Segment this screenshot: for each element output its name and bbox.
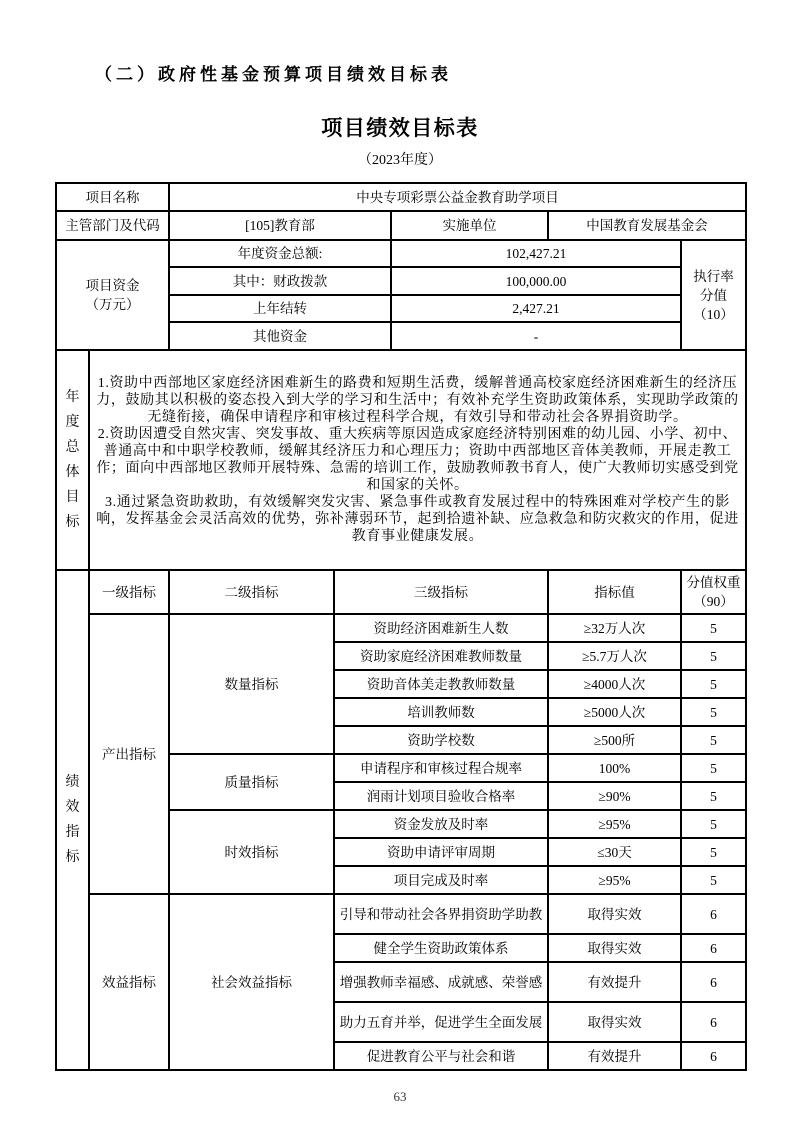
project-name-value-cell: 中央专项彩票公益金教育助学项目 — [169, 183, 746, 211]
exec-rate-line1: 执行率 — [693, 268, 734, 284]
indicator-value-cell: 取得实效 — [548, 1002, 681, 1042]
indicator-weight-cell: 5 — [681, 866, 746, 894]
indicator-name-cell: 资助学校数 — [334, 726, 548, 754]
funding-label-line2: （万元） — [85, 297, 140, 312]
level2-quantity-cell: 数量指标 — [169, 614, 334, 754]
year-subtitle: （2023年度） — [358, 153, 442, 168]
funding-row-value-cell: 102,427.21 — [391, 240, 681, 267]
project-info-table — [55, 182, 747, 351]
goal-paragraph-3: 3.通过紧急资助救助，有效缓解突发灾害、紧急事件或教育发展过程中的特殊困难对学校产生的影响，发挥基金会灵活高效的优势，弥补薄弱环节，起到拾遗补缺、应急救急和防灾救灾的作用，促进教育事业健康发展。 — [96, 495, 739, 544]
indicator-weight-cell: 6 — [681, 1002, 746, 1042]
indicator-value-cell: ≥90% — [548, 782, 681, 810]
indicator-name-cell: 项目完成及时率 — [334, 866, 548, 894]
exec-rate-line3: （10） — [693, 306, 734, 322]
exec-rate-cell — [681, 240, 746, 350]
funding-row-value-cell: 100,000.00 — [391, 267, 681, 295]
funding-label-line1: 项目资金 — [85, 278, 140, 293]
header-weight-line1: 分值权重 — [686, 575, 741, 590]
indicators-side-label: 绩效指标 — [65, 775, 80, 865]
indicator-value-cell: ≥500所 — [548, 726, 681, 754]
funding-row-label-cell: 其他资金 — [169, 322, 391, 350]
funding-row-value-cell: - — [391, 322, 681, 350]
indicator-name-cell: 健全学生资助政策体系 — [334, 934, 548, 962]
indicator-name-cell: 申请程序和审核过程合规率 — [334, 754, 548, 782]
indicator-weight-cell: 6 — [681, 934, 746, 962]
level1-benefit-cell: 效益指标 — [89, 894, 169, 1070]
indicator-value-cell: ≥5000人次 — [548, 698, 681, 726]
project-name-label-cell: 项目名称 — [56, 183, 169, 211]
goal-side-label: 年度总体目标 — [65, 390, 80, 530]
header-weight-cell — [681, 570, 746, 614]
indicator-value-cell: 100% — [548, 754, 681, 782]
indicator-weight-cell: 5 — [681, 614, 746, 642]
indicator-value-cell: ≥32万人次 — [548, 614, 681, 642]
header-weight-line2: （90） — [693, 594, 734, 609]
section-heading: （二）政府性基金预算项目绩效目标表 — [95, 65, 452, 84]
indicator-weight-cell: 5 — [681, 642, 746, 670]
indicator-name-cell: 助力五育并举，促进学生全面发展 — [334, 1002, 548, 1042]
funding-label-cell — [56, 240, 169, 350]
indicator-weight-cell: 6 — [681, 894, 746, 934]
level2-quality-cell: 质量指标 — [169, 754, 334, 810]
indicator-name-cell: 资助申请评审周期 — [334, 838, 548, 866]
indicator-weight-cell: 6 — [681, 1042, 746, 1070]
indicator-weight-cell: 6 — [681, 962, 746, 1002]
indicator-name-cell: 引导和带动社会各界捐资助学助教 — [334, 894, 548, 934]
indicator-value-cell: ≥5.7万人次 — [548, 642, 681, 670]
performance-target-table — [55, 182, 747, 1071]
header-level2-cell: 二级指标 — [169, 570, 334, 614]
funding-row-label-cell: 年度资金总额: — [169, 240, 391, 267]
indicator-weight-cell: 5 — [681, 670, 746, 698]
page-title: 项目绩效目标表 — [321, 117, 479, 140]
indicator-value-cell: ≥95% — [548, 810, 681, 838]
indicator-value-cell: ≥4000人次 — [548, 670, 681, 698]
indicator-name-cell: 润雨计划项目验收合格率 — [334, 782, 548, 810]
indicator-value-cell: 有效提升 — [548, 962, 681, 1002]
header-value-cell: 指标值 — [548, 570, 681, 614]
goal-side-label-cell — [56, 350, 89, 570]
funding-row-value-cell: 2,427.21 — [391, 295, 681, 322]
goal-paragraph-1: 1.资助中西部地区家庭经济困难新生的路费和短期生活费，缓解普通高校家庭经济困难新生的经济压力，鼓励其以积极的姿态投入到大学的学习和生活中；有效补充学生资助政策体系，实现助学政策的无缝衔接，确保申请程序和审核过程科学合规，有效引导和带动社会各界捐资助学。 — [96, 376, 739, 425]
indicator-name-cell: 促进教育公平与社会和谐 — [334, 1042, 548, 1070]
indicator-value-cell: 取得实效 — [548, 894, 681, 934]
indicator-value-cell: ≥95% — [548, 866, 681, 894]
indicator-name-cell: 增强教师幸福感、成就感、荣誉感 — [334, 962, 548, 1002]
indicator-weight-cell: 5 — [681, 782, 746, 810]
indicator-weight-cell: 5 — [681, 810, 746, 838]
funding-row-label-cell: 其中：财政拨款 — [169, 267, 391, 295]
goal-paragraph-2: 2.资助因遭受自然灾害、突发事故、重大疾病等原因造成家庭经济特别困难的幼儿园、小学、初中、普通高中和中职学校教师，缓解其经济压力和心理压力；资助中西部地区音体美教师，开展走教工作；面向中西部地区教师开展特殊、急需的培训工作，鼓励教师教书育人，使广大教师切实感受到党和国家的关怀。 — [96, 427, 739, 493]
header-level3-cell: 三级指标 — [334, 570, 548, 614]
indicator-weight-cell: 5 — [681, 838, 746, 866]
indicator-weight-cell: 5 — [681, 754, 746, 782]
indicators-side-label-cell — [56, 570, 89, 1070]
indicators-table — [55, 569, 747, 1071]
header-level1-cell: 一级指标 — [89, 570, 169, 614]
goal-text-cell — [89, 350, 746, 570]
indicator-weight-cell: 5 — [681, 726, 746, 754]
dept-label-cell: 主管部门及代码 — [56, 211, 169, 240]
indicator-name-cell: 资金发放及时率 — [334, 810, 548, 838]
indicator-value-cell: 有效提升 — [548, 1042, 681, 1070]
indicator-name-cell: 资助经济困难新生人数 — [334, 614, 548, 642]
annual-goal-table — [55, 349, 747, 571]
level1-output-cell: 产出指标 — [89, 614, 169, 894]
dept-value-cell: [105]教育部 — [169, 211, 391, 240]
level2-timeliness-cell: 时效指标 — [169, 810, 334, 894]
funding-row-label-cell: 上年结转 — [169, 295, 391, 322]
indicator-weight-cell: 5 — [681, 698, 746, 726]
page-number: 63 — [393, 1089, 407, 1104]
indicator-name-cell: 资助家庭经济困难教师数量 — [334, 642, 548, 670]
exec-rate-line2: 分值 — [700, 287, 727, 303]
indicator-value-cell: ≤30天 — [548, 838, 681, 866]
indicator-name-cell: 培训教师数 — [334, 698, 548, 726]
level2-social-cell: 社会效益指标 — [169, 894, 334, 1070]
indicator-name-cell: 资助音体美走教教师数量 — [334, 670, 548, 698]
indicator-value-cell: 取得实效 — [548, 934, 681, 962]
impl-label-cell: 实施单位 — [391, 211, 548, 240]
impl-value-cell: 中国教育发展基金会 — [548, 211, 746, 240]
